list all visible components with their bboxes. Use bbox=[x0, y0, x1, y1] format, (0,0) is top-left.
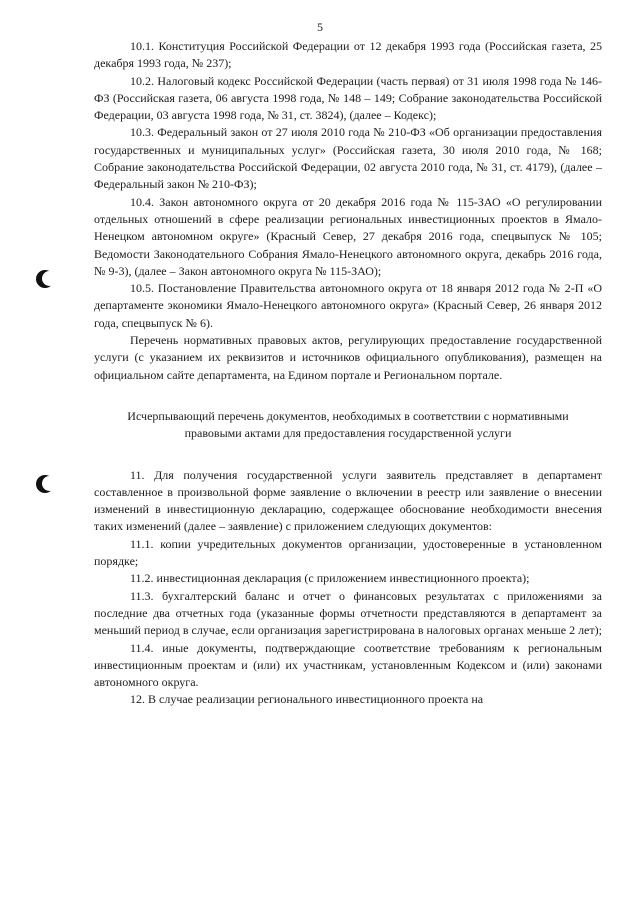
list-item-10-5: 10.5. Постановление Правительства автономного округа от 18 января 2012 года № 2-П «О департаменте экономики Ямало-Ненецкого автономного округа» (Красный Север, 26 января 2012 года, спецвыпуск № 6). bbox=[94, 281, 602, 330]
list-item-11: 11. Для получения государственной услуги заявитель представляет в департамент составленное в произвольной форме заявление о включении в реестр или заявление о внесении изменений в инвестиционную декларацию, содержащее обоснование необходимости внесения таких изменений (далее – заявление) с приложением следующих документов: bbox=[94, 467, 602, 534]
list-item-11-4: 11.4. иные документы, подтверждающие соответствие требованиям к региональным инвестиционным проектам и (или) их участникам, установленным Кодексом и (или) законами автономного округа. bbox=[94, 640, 602, 690]
list-item-12: 12. В случае реализации регионального инвестиционного проекта на bbox=[130, 692, 484, 707]
list-item-11-3: 11.3. бухгалтерский баланс и отчет о финансовых результатах с приложениями за последние два отчетных года (указанные формы отчетности представляются в департамент за меньший период в случае, если организация зарегистрирована в налоговых органах меньше 2 лет); bbox=[94, 588, 602, 638]
list-item-10-2: 10.2. Налоговый кодекс Российской Федерации (часть первая) от 31 июля 1998 года № 146-ФЗ (Российская газета, 06 августа 1998 года, № 148 – 149; Собрание законодательства Российской Федерации, 03 августа 1998 года, № 31, ст. 3824), (далее – Кодекс); bbox=[94, 73, 602, 123]
list-item-11-2: 11.2. инвестиционная декларация (с приложением инвестиционного проекта); bbox=[130, 571, 530, 586]
page-number: 5 bbox=[317, 20, 323, 34]
list-item-10-4: 10.4. Закон автономного округа от 20 декабря 2016 года № 115-ЗАО «О регулировании отдельных отношений в сфере реализации региональных инвестиционных проектов в Ямало-Ненецком автономном округе» (Красный Север, 27 декабря 2016 года, спецвыпуск № 105; Ведомости Законодательного Собрания Ямало-Ненецкого автономного округа, декабрь 2016 года, № 9-3), (далее – Закон автономного округа № 115-ЗАО); bbox=[94, 194, 602, 278]
list-item-11-1: 11.1. копии учредительных документов организации, удостоверенные в установленном порядке; bbox=[94, 536, 602, 569]
legal-acts-note: Перечень нормативных правовых актов, регулирующих предоставление государственной услуги (с указанием их реквизитов и источников официального опубликования), размещен на официальном сайте департамента, на Едином портале и Региональном портале. bbox=[94, 333, 602, 382]
section-heading: Исчерпывающий перечень документов, необходимых в соответствии с нормативными правовыми актами для предоставления государственной услуги bbox=[127, 408, 569, 441]
list-item-10-3: 10.3. Федеральный закон от 27 июля 2010 года № 210-ФЗ «Об организации предоставления государственных и муниципальных услуг» (Российская газета, 30 июля 2010 года, № 168; Собрание законодательства Российской Федерации, 02 августа 2010 года, № 31, ст. 4179), (далее – Федеральный закон № 210-ФЗ); bbox=[94, 125, 602, 192]
punch-hole-mark bbox=[36, 475, 54, 493]
document-body bbox=[94, 38, 602, 709]
punch-hole-mark bbox=[36, 270, 54, 288]
list-item-10-1: 10.1. Конституция Российской Федерации от 12 декабря 1993 года (Российская газета, 25 декабря 1993 года, № 237); bbox=[94, 39, 602, 71]
